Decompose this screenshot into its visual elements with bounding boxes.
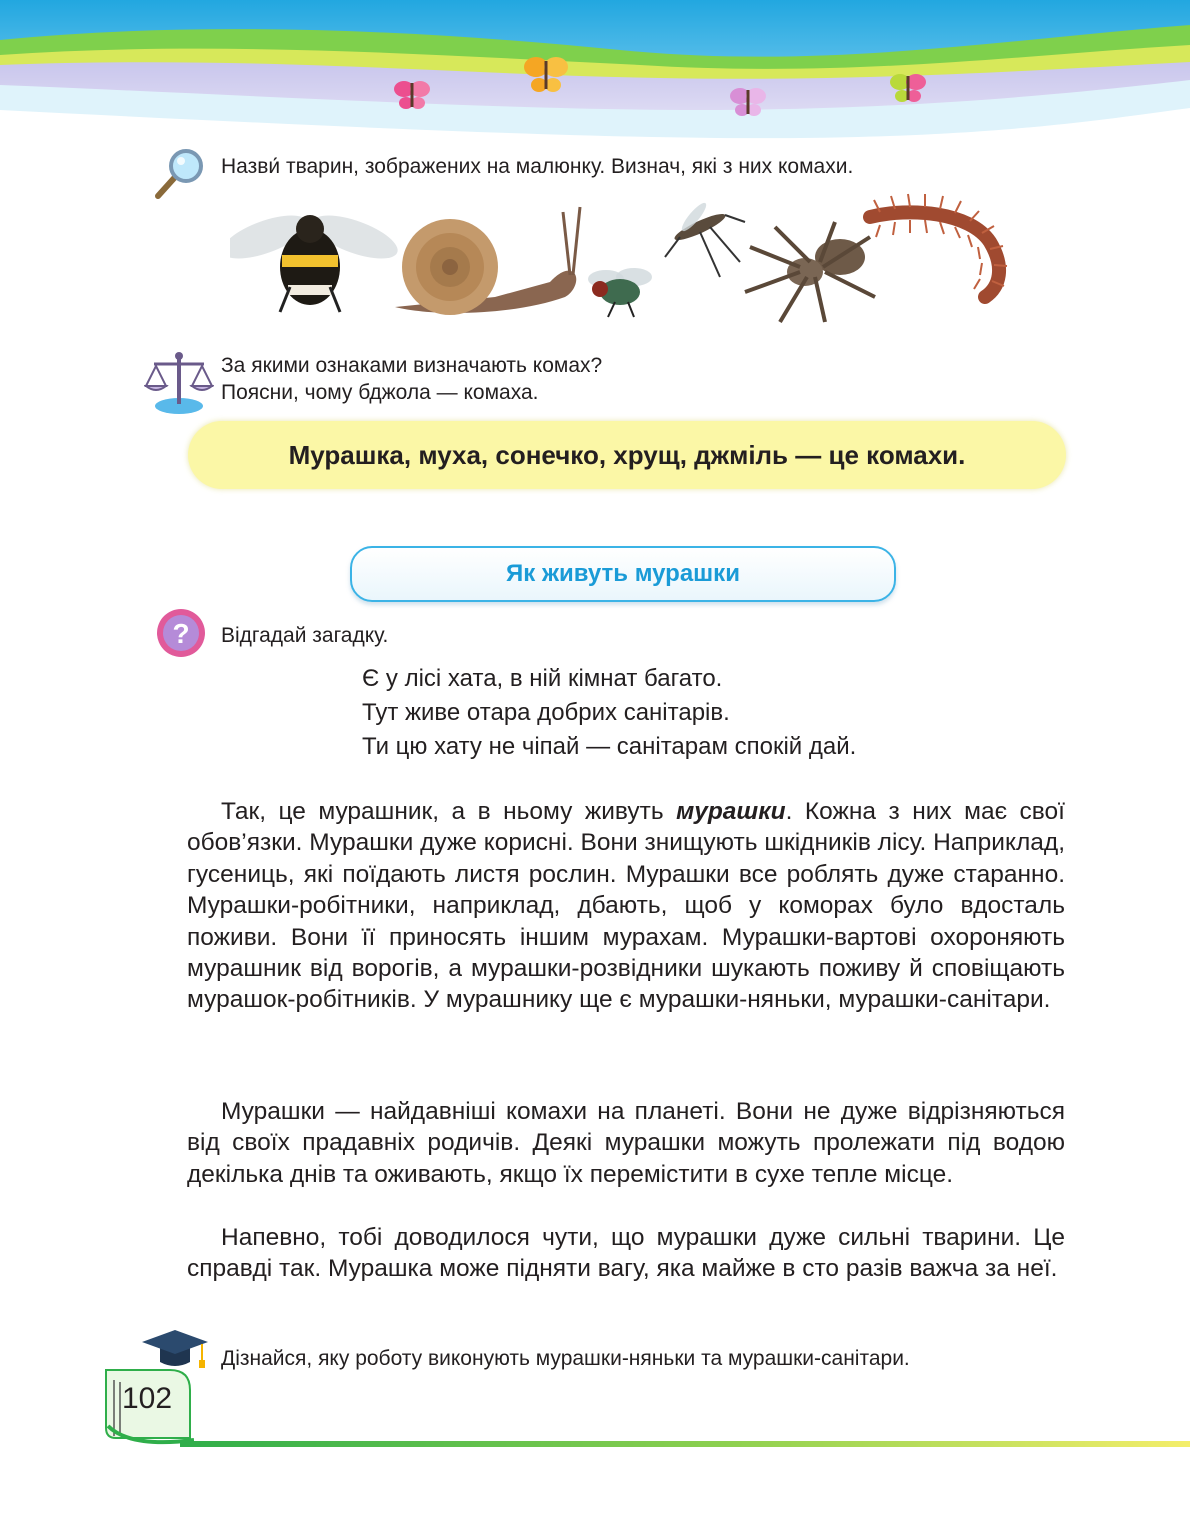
riddle-line: Ти цю хату не чіпай — санітарам спокій дай. (362, 733, 857, 760)
section-title: Як живуть мурашки (506, 560, 740, 587)
snail-image (395, 207, 580, 315)
bumblebee-image (230, 207, 403, 312)
paragraph-text: . Кожна з них має свої обов’язки. Мурашки дуже корисні. Вони знищують шкідників лісу. Наприклад, гусениць, які поїдають листя рослин. Мурашки все роблять дуже старанно. Мурашки-робітники, наприклад, дбають, щоб у коморах було вдосталь поживи. Вони її приносять іншим мурахам. Мурашки-вартові охороняють мурашник від ворогів, а мурашки-розвідники шукають поживу й сповіщають мурашок-робітників. У мурашнику ще є мурашки-няньки, мурашки-санітари. (187, 798, 1065, 1014)
task-insect-signs-line1: За якими ознаками визначають комах? (221, 354, 603, 377)
riddle-line: Тут живе отара добрих санітарів. (362, 699, 730, 726)
emphasized-term: мурашки (676, 798, 786, 825)
task-find-out-text: Дізнайся, яку роботу виконують мурашки-няньки та мурашки-санітари. (221, 1347, 910, 1370)
key-fact-box (188, 421, 1066, 489)
mosquito-image (665, 200, 745, 277)
page-number: 102 (122, 1382, 173, 1415)
centipede-image (870, 194, 1007, 297)
riddle-line: Є у лісі хата, в ній кімнат багато. (362, 665, 723, 692)
paragraph-ancient-ants: Мурашки — найдавніші комахи на планеті. Вони не дуже відрізняються від своїх прадавніх родичів. Деякі мурашки можуть пролежати під водою декілька днів та оживають, якщо їх перемістити в сухе тепле місце. (187, 1098, 1065, 1188)
task-insect-signs-line2: Поясни, чому бджола — комаха. (221, 381, 539, 404)
scales-icon (144, 348, 214, 418)
section-title-box (350, 546, 896, 602)
riddle-prompt: Відгадай загадку. (221, 624, 389, 647)
question-icon (155, 607, 207, 659)
magnifier-icon (152, 146, 208, 202)
butterfly-icon (730, 88, 766, 116)
footer-line (180, 1441, 1190, 1447)
header-waves-decoration (0, 0, 1190, 150)
key-fact-text: Мурашка, муха, сонечко, хрущ, джміль — це комахи. (288, 439, 966, 470)
spider-image (745, 222, 875, 322)
butterfly-icon (890, 74, 926, 102)
paragraph-text: Так, це мурашник, а в ньому живуть (221, 798, 677, 825)
task-find-animals-text: Назви́ тварин, зображених на малюнку. Визнач, які з них комахи. (221, 155, 854, 178)
svg-text:?: ? (172, 618, 190, 649)
butterfly-icon (394, 81, 430, 109)
paragraph-ants-duties (187, 796, 1065, 1016)
paragraph-ants-strength: Напевно, тобі доводилося чути, що мурашки дуже сильні тварини. Це справді так. Мурашка може підняти вагу, яка майже в сто разів важча за неї. (187, 1224, 1065, 1283)
animals-illustration (230, 192, 1030, 327)
fly-image (588, 268, 652, 317)
